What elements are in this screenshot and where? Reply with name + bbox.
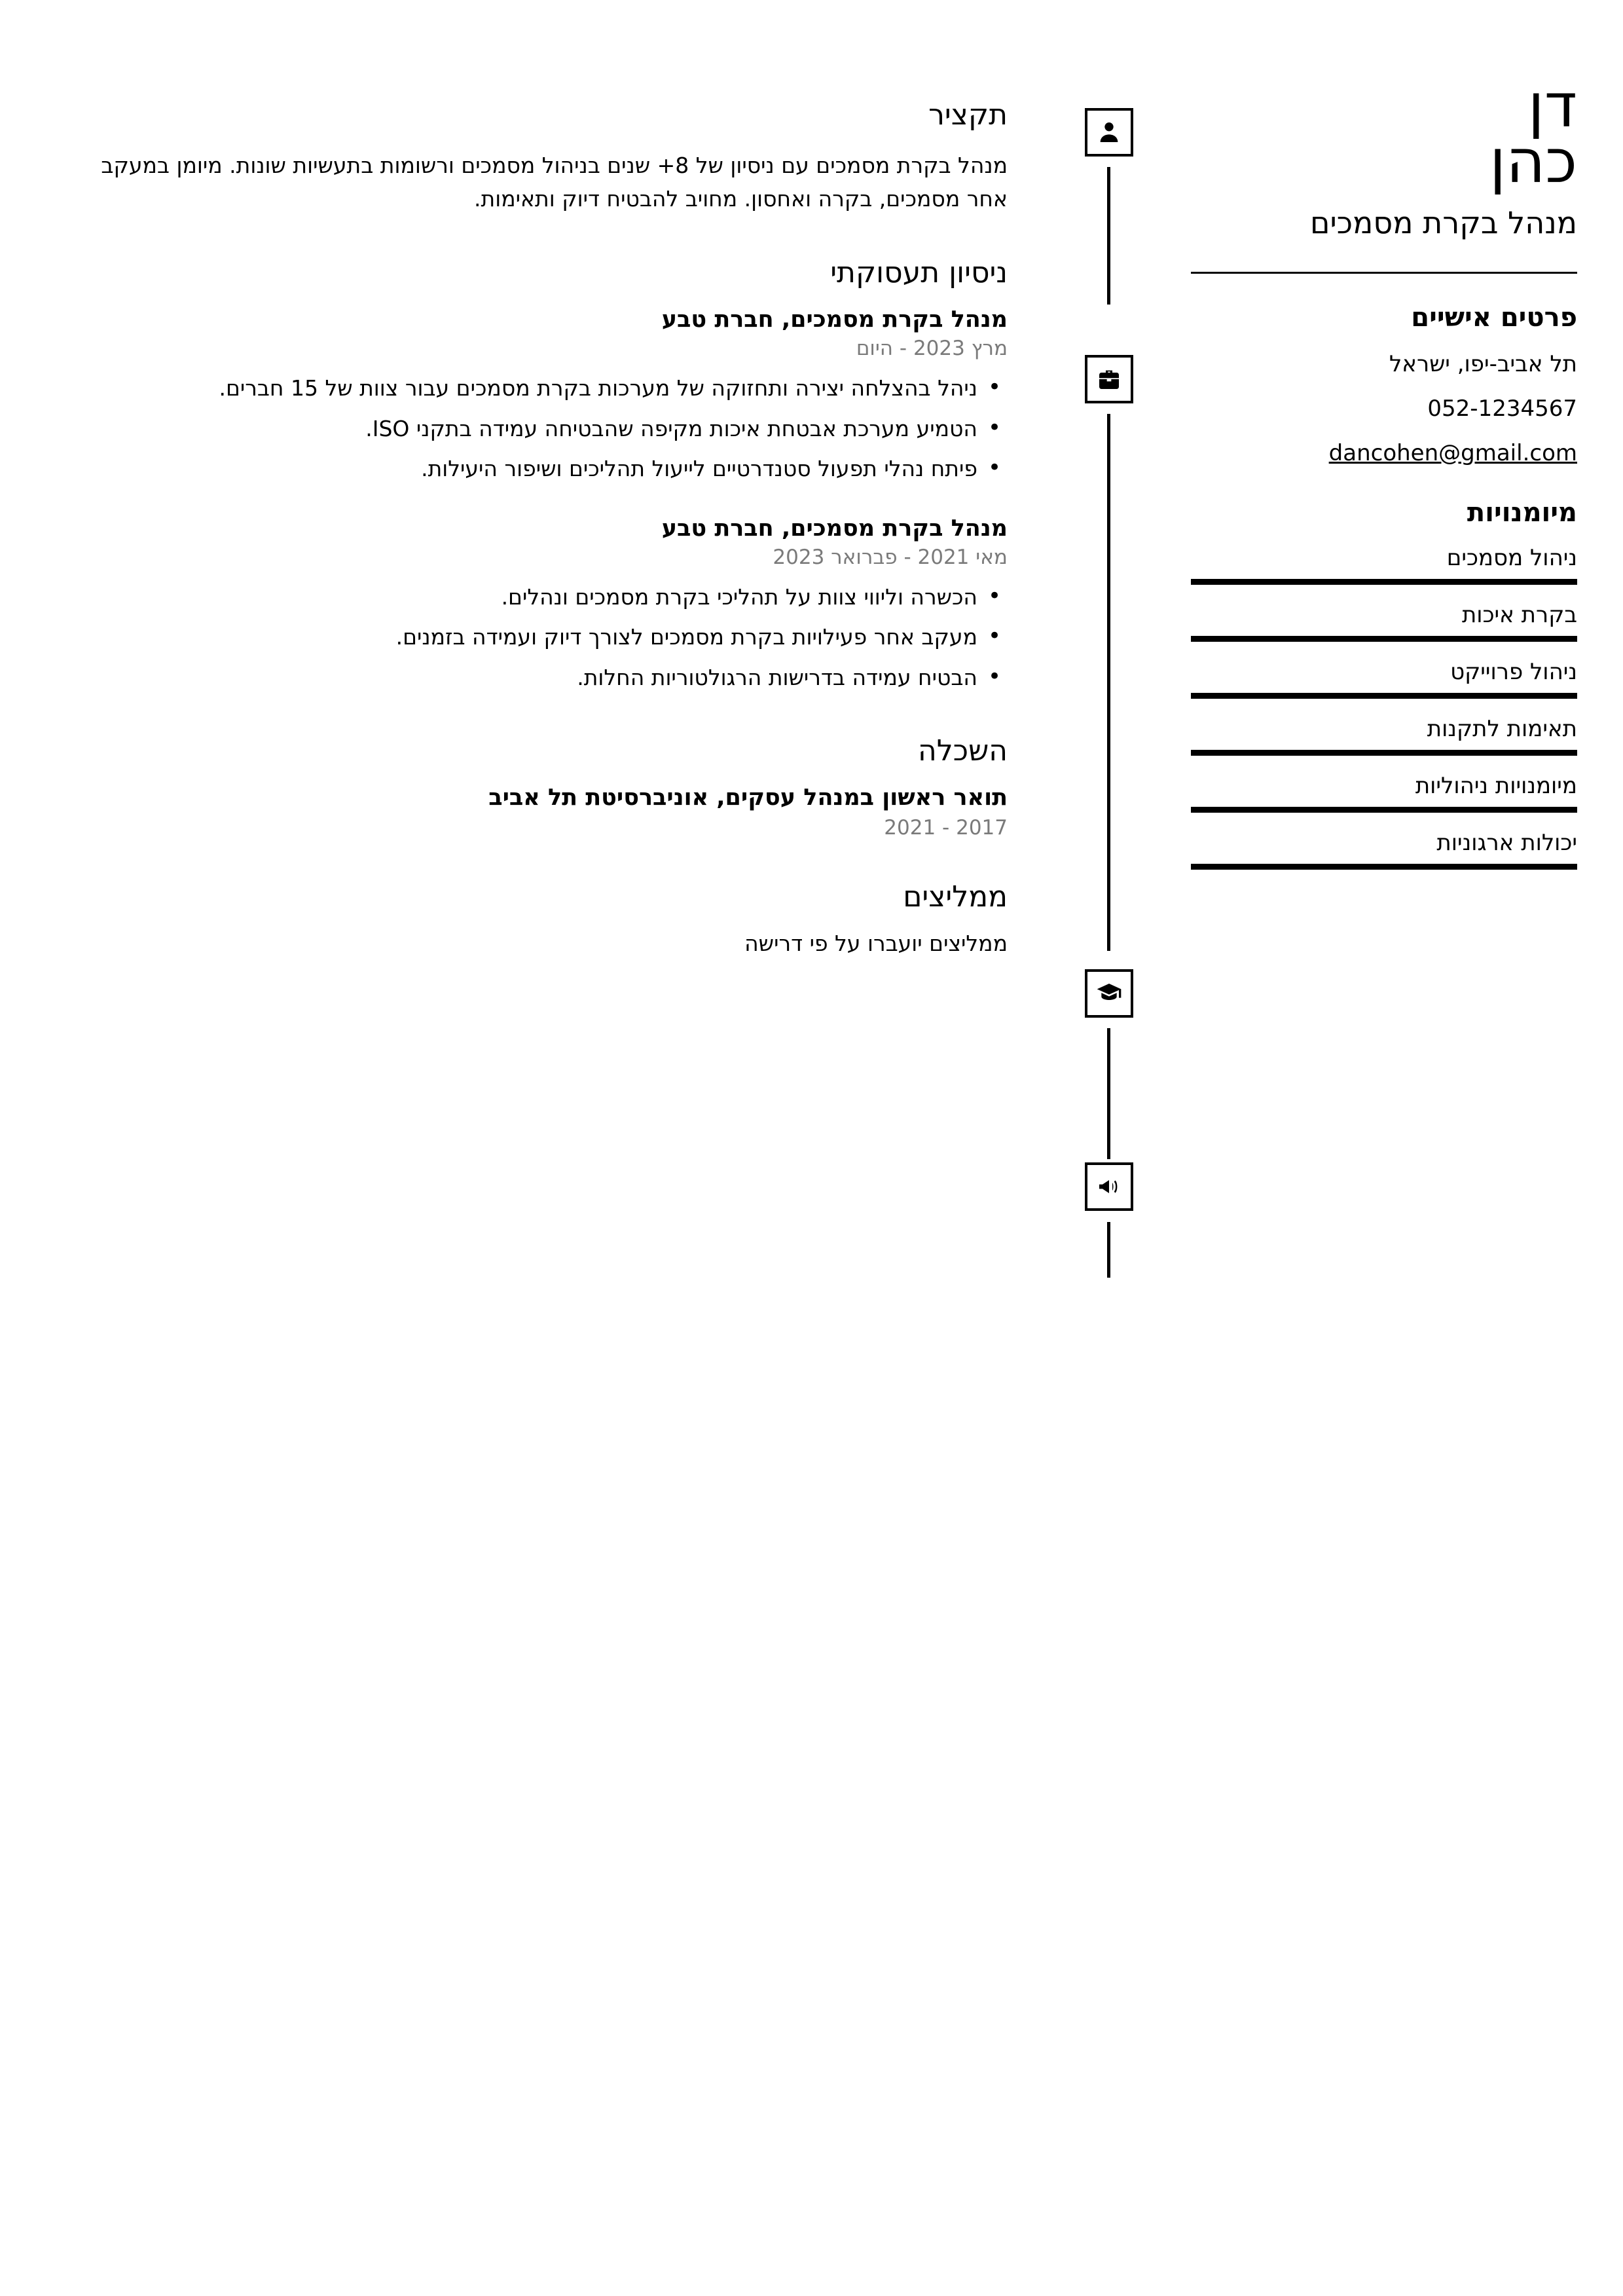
skill-bar bbox=[1191, 864, 1577, 870]
job-bullet: • הטמיע מערכת אבטחת איכות מקיפה שהבטיחה עמידה בתקני ISO. bbox=[79, 413, 977, 445]
job-bullet: • פיתח נהלי תפעול סטנדרטיים לייעול תהליכים ושיפור היעילות. bbox=[79, 453, 977, 485]
skill-item bbox=[1191, 830, 1577, 870]
graduation-cap-icon bbox=[1085, 969, 1133, 1018]
skills-list bbox=[1191, 545, 1577, 870]
job-dates: מאי 2021 - פברואר 2023 bbox=[773, 545, 1008, 569]
skill-label: יכולות ארגוניות bbox=[1436, 829, 1577, 856]
main-content bbox=[0, 0, 1047, 997]
section-experience bbox=[79, 256, 1008, 694]
briefcase-icon bbox=[1085, 355, 1133, 403]
job-bullets bbox=[79, 581, 1008, 694]
skill-label: ניהול מסמכים bbox=[1446, 544, 1577, 571]
experience-title: ניסיון תעסוקתי bbox=[830, 256, 1008, 290]
section-education bbox=[79, 734, 1008, 840]
sidebar-right bbox=[1165, 0, 1623, 887]
job-bullets bbox=[79, 372, 1008, 485]
skill-bar bbox=[1191, 750, 1577, 756]
skill-item bbox=[1191, 545, 1577, 585]
job-bullet: • הכשרה וליווי צוות על תהליכי בקרת מסמכים ונהלים. bbox=[79, 581, 977, 614]
first-name: דן bbox=[1527, 71, 1577, 141]
experience-item bbox=[79, 306, 1008, 485]
skill-bar bbox=[1191, 579, 1577, 585]
job-bullet: • ניהל בהצלחה יצירה ותחזוקה של מערכות בקרת מסמכים עבור צוות של 15 חברים. bbox=[79, 372, 977, 405]
candidate-job-title: מנהל בקרת מסמכים bbox=[1309, 205, 1577, 241]
job-heading: מנהל בקרת מסמכים, חברת טבע bbox=[661, 306, 1008, 333]
skill-label: תאימות לתקנות bbox=[1427, 715, 1577, 742]
timeline-rail bbox=[1047, 0, 1165, 2296]
job-dates: מרץ 2023 - היום bbox=[856, 337, 1008, 361]
last-name: כהן bbox=[1489, 126, 1577, 196]
skill-bar bbox=[1191, 807, 1577, 813]
job-bullet: • מעקב אחר פעילויות בקרת מסמכים לצורך דיוק ועמידה בזמנים. bbox=[79, 621, 977, 654]
header-divider bbox=[1191, 272, 1577, 274]
skill-item bbox=[1191, 659, 1577, 699]
skill-label: מיומנויות ניהוליות bbox=[1415, 772, 1577, 799]
personal-details-title: פרטים אישיים bbox=[1411, 303, 1577, 333]
skill-bar bbox=[1191, 636, 1577, 642]
candidate-name bbox=[1191, 71, 1577, 196]
job-heading: מנהל בקרת מסמכים, חברת טבע bbox=[661, 515, 1008, 542]
experience-item bbox=[79, 515, 1008, 694]
references-text: ממליצים יועברו על פי דרישה bbox=[744, 931, 1008, 957]
skill-label: ניהול פרוייקט bbox=[1450, 658, 1577, 685]
skill-item bbox=[1191, 773, 1577, 813]
person-icon bbox=[1085, 108, 1133, 157]
education-title: השכלה bbox=[918, 734, 1008, 768]
section-summary bbox=[79, 98, 1008, 215]
skill-label: בקרת איכות bbox=[1461, 601, 1577, 628]
phone-text: 052-1234567 bbox=[1427, 396, 1577, 422]
rail-segment bbox=[1107, 167, 1110, 305]
education-heading: תואר ראשון במנהל עסקים, אוניברסיטת תל אביב bbox=[488, 785, 1008, 811]
rail-segment bbox=[1107, 1028, 1110, 1159]
section-references bbox=[79, 880, 1008, 956]
megaphone-icon bbox=[1085, 1162, 1133, 1211]
summary-title: תקציר bbox=[928, 98, 1008, 132]
rail-segment bbox=[1107, 414, 1110, 951]
job-bullet: • הבטיח עמידה בדרישות הרגולטוריות החלות. bbox=[79, 661, 977, 694]
summary-text: מנהל בקרת מסמכים עם ניסיון של 8+ שנים בניהול מסמכים ורשומות בתעשיות שונות. מיומן במעקב אחר מסמכים, בקרה ואחסון. מחויב להבטיח דיוק ותאימות. bbox=[101, 153, 1008, 212]
education-dates: 2017 - 2021 bbox=[884, 816, 1008, 840]
skill-item bbox=[1191, 602, 1577, 642]
skill-bar bbox=[1191, 693, 1577, 699]
address-text: תל אביב-יפו, ישראל bbox=[1389, 351, 1577, 378]
skills-title: מיומנויות bbox=[1467, 497, 1577, 528]
references-title: ממליצים bbox=[903, 880, 1008, 914]
skill-item bbox=[1191, 716, 1577, 756]
rail-segment bbox=[1107, 1222, 1110, 1278]
email-link[interactable]: dancohen@gmail.com bbox=[1328, 440, 1577, 467]
